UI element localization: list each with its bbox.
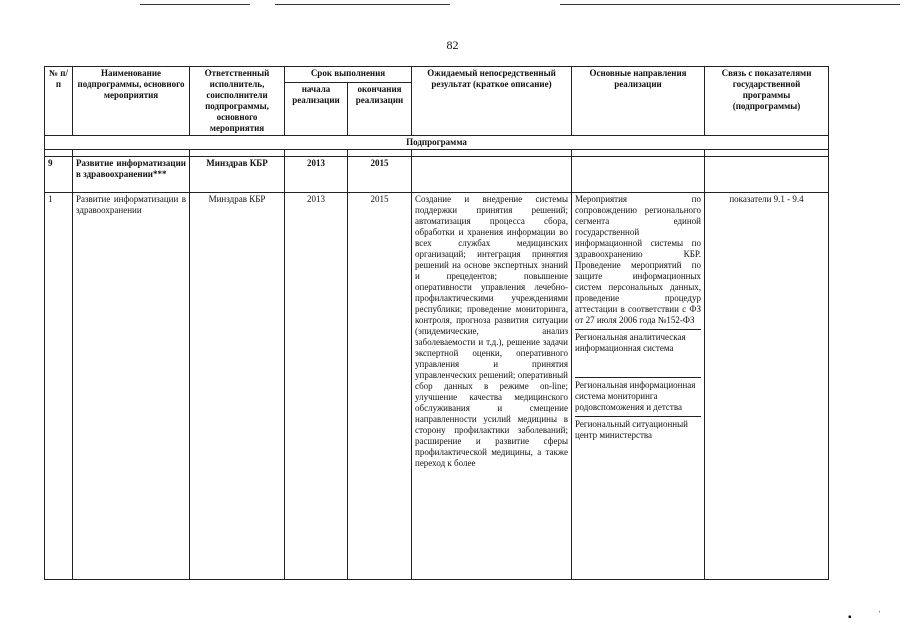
section-title: Подпрограмма (45, 136, 829, 150)
header-indicators: Связь с показателями государственной программы (подпрограммы) (705, 67, 829, 136)
program-table (44, 66, 829, 580)
header-row-1 (45, 67, 829, 83)
row-end: 2015 (348, 157, 412, 193)
row-responsible: Минздрав КБР (190, 193, 285, 580)
row-num: 9 (45, 157, 73, 193)
row-directions (572, 193, 705, 580)
direction-item: Мероприятия по сопровождению регионального сегмента единой государственной информационной системы по здравоохранению КБР. Проведение мероприятий по защите информационных систем персональных данных, проведение процедур аттестации в соответствии с ФЗ от 27 июля 2006 года №152-ФЗ (575, 194, 701, 325)
page-number: 82 (446, 38, 459, 52)
direction-item: Региональный ситуационный центр министерства (575, 416, 701, 444)
row-name: Развитие информатизации в здравоохранении*** (73, 157, 190, 193)
header-period: Срок выполнения (285, 67, 412, 83)
row-end: 2015 (348, 193, 412, 580)
row-start: 2013 (285, 193, 348, 580)
row-result (412, 157, 572, 193)
table-row-subprogram (45, 157, 829, 193)
row-num: 1 (45, 193, 73, 580)
scan-mark: ▪ (848, 612, 852, 623)
header-start: начала реализации (285, 83, 348, 136)
row-name: Развитие информатизации в здравоохранении (73, 193, 190, 580)
row-start: 2013 (285, 157, 348, 193)
row-result: Создание и внедрение системы поддержки принятия решений; автоматизация процесса сбора, обработки и хранения информации во всех службах медицинских организаций; интеграция принятия решений на основе экспертных знаний и прецедентов; повышение оперативности управления лечебно-профилактическими учреждениями республики; проведение мониторинга, контроля, прогноза развития ситуации (эпидемические, анализ заболеваемости и т.д.), решение задачи экспертной оценки, оперативного управления и принятия управленческих решений; оперативный сбор данных в режиме on-line; улучшение качества медицинского обслуживания и смещение направленности усилий медицины в сторону профилактики заболеваний; расширение и развитие сферы профилактической медицины, а также переход к более (412, 193, 572, 580)
row-responsible: Минздрав КБР (190, 157, 285, 193)
header-result: Ожидаемый непосредственный результат (краткое описание) (412, 67, 572, 136)
scan-top-line-3 (560, 4, 900, 5)
section-row (45, 136, 829, 150)
gap-row (45, 150, 829, 157)
scan-mark: ˈ (878, 610, 882, 621)
header-responsible: Ответственный исполнитель, соисполнители подпрограммы, основного мероприятия (190, 67, 285, 136)
row-indicators: показатели 9.1 - 9.4 (705, 193, 829, 580)
header-name: Наименование подпрограммы, основного мероприятия (73, 67, 190, 136)
header-num: № п/ п (45, 67, 73, 136)
row-directions (572, 157, 705, 193)
scan-top-line-1 (140, 4, 250, 5)
scan-top-line-2 (275, 4, 450, 5)
direction-item: Региональная информационная система мониторинга родовспоможения и детства (575, 377, 701, 416)
header-end: окончания реализации (348, 83, 412, 136)
header-directions: Основные направления реализации (572, 67, 705, 136)
row-indicators (705, 157, 829, 193)
direction-item: Региональная аналитическая информационная система (575, 329, 701, 377)
table-row-activity (45, 193, 829, 580)
